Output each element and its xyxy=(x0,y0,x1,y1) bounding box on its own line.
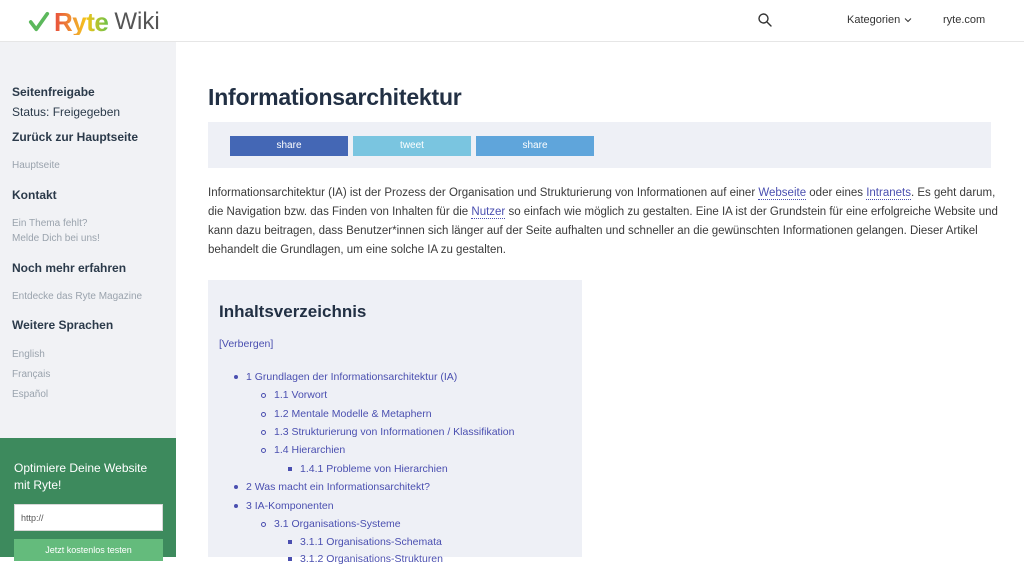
toc-item-label: 1.1 Vorwort xyxy=(274,389,328,401)
bullet-icon xyxy=(288,557,292,561)
toc-item[interactable] xyxy=(288,553,443,565)
toc-item[interactable] xyxy=(261,518,401,530)
sidebar-language-francais[interactable]: Français xyxy=(12,369,51,380)
sidebar-magazine-link[interactable]: Entdecke das Ryte Magazine xyxy=(12,291,143,302)
chevron-down-icon xyxy=(904,16,912,24)
intro-text-3: . Es geht darum, die Navigation bzw. das Finden von Inhalten für die xyxy=(208,187,996,218)
toc-item[interactable] xyxy=(261,426,514,438)
bullet-icon xyxy=(261,412,266,417)
facebook-share-button[interactable]: share xyxy=(230,136,348,156)
toc-item[interactable] xyxy=(234,500,334,512)
toc-item[interactable] xyxy=(261,389,327,401)
toc-hide-toggle[interactable]: [Verbergen] xyxy=(219,338,274,350)
sidebar-hauptseite-link[interactable]: Hauptseite xyxy=(12,160,60,171)
toc-item[interactable] xyxy=(234,481,430,493)
toc-title: Inhaltsverzeichnis xyxy=(219,302,367,321)
toc-item[interactable] xyxy=(261,408,432,420)
toc-item-label: 2 Was macht ein Informationsarchitekt? xyxy=(246,481,431,493)
bullet-icon xyxy=(234,504,238,508)
toc-item-label: 1.3 Strukturierung von Informationen / Klassifikation xyxy=(274,426,515,438)
toc-item-label: 1.4 Hierarchien xyxy=(274,444,346,456)
sidebar-status-text: Status: Freigegeben xyxy=(12,105,121,119)
sidebar-kontakt-heading: Kontakt xyxy=(12,188,57,202)
toc-item[interactable] xyxy=(288,536,442,548)
checkmark-logo-icon xyxy=(28,11,50,33)
intro-text-4: so einfach wie möglich zu gestalten. Eine IA ist der Grundstein für eine erfolgreiche Website und kann dazu beitragen, dass Benutzer*innen sich länger auf der Seite aufhalten und schneller an die gewünschten Informationen gelangen. Dieser Artikel behandelt die Grundlagen, um eine solche IA zu gestalten. xyxy=(208,206,998,256)
bullet-icon xyxy=(288,467,292,471)
bullet-icon xyxy=(234,485,238,489)
toc-item-label: 1.2 Mentale Modelle & Metaphern xyxy=(274,408,432,420)
nav-ryte-link[interactable]: ryte.com xyxy=(943,14,986,26)
toc-item[interactable] xyxy=(261,444,345,456)
link-webseite[interactable]: Webseite xyxy=(758,187,807,199)
toc-item-label: 1 Grundlagen der Informationsarchitektur (IA) xyxy=(246,371,458,383)
nav-kategorien-label: Kategorien xyxy=(847,14,901,26)
toc-item[interactable] xyxy=(234,371,457,383)
sidebar-thema-fehlt-link[interactable]: Ein Thema fehlt? xyxy=(12,218,88,229)
bullet-icon xyxy=(261,522,266,527)
nav-kategorien-dropdown[interactable] xyxy=(847,14,912,26)
bullet-icon xyxy=(234,375,238,379)
page-title: Informationsarchitektur xyxy=(208,84,462,110)
search-icon[interactable] xyxy=(757,12,773,28)
logo-wiki-text: Wiki xyxy=(114,8,160,35)
sidebar-language-english[interactable]: English xyxy=(12,349,45,360)
intro-text-2: oder eines xyxy=(806,187,867,199)
intro-text-1: Informationsarchitektur (IA) ist der Prozess der Organisation und Strukturierung von Informationen auf einer xyxy=(208,187,759,199)
toc-item-label: 3.1 Organisations-Systeme xyxy=(274,518,401,530)
toc-item-label: 1.4.1 Probleme von Hierarchien xyxy=(300,463,448,475)
twitter-tweet-button[interactable]: tweet xyxy=(353,136,471,156)
bullet-icon xyxy=(261,448,266,453)
intro-paragraph xyxy=(208,184,998,260)
link-intranets[interactable]: Intranets xyxy=(866,187,911,199)
share-bar xyxy=(208,122,991,168)
top-header xyxy=(0,0,1024,42)
toc-item-label: 3 IA-Komponenten xyxy=(246,500,334,512)
promo-url-input[interactable] xyxy=(14,504,163,531)
promo-title: Optimiere Deine Website mit Ryte! xyxy=(14,461,148,492)
toc-item[interactable] xyxy=(288,463,448,475)
toc-item-label: 3.1.2 Organisations-Strukturen xyxy=(300,553,443,565)
toc-item-label: 3.1.1 Organisations-Schemata xyxy=(300,536,442,548)
bullet-icon xyxy=(288,540,292,544)
link-nutzer[interactable]: Nutzer xyxy=(471,206,506,218)
promo-test-button[interactable]: Jetzt kostenlos testen xyxy=(14,539,163,561)
sidebar-back-to-main[interactable]: Zurück zur Hauptseite xyxy=(12,130,139,144)
ryte-wiki-logo[interactable] xyxy=(28,8,160,36)
linkedin-share-button[interactable]: share xyxy=(476,136,594,156)
bullet-icon xyxy=(261,430,266,435)
table-of-contents xyxy=(208,280,582,565)
sidebar-language-espanol[interactable]: Español xyxy=(12,389,49,400)
sidebar-sprachen-heading: Weitere Sprachen xyxy=(12,318,114,332)
sidebar-melde-dich-link[interactable]: Melde Dich bei uns! xyxy=(12,233,100,244)
logo-brand-text: Ryte xyxy=(54,7,109,37)
sidebar-mehr-erfahren-heading: Noch mehr erfahren xyxy=(12,261,127,275)
promo-box xyxy=(0,438,176,557)
sidebar-seitenfreigabe-heading: Seitenfreigabe xyxy=(12,85,95,99)
bullet-icon xyxy=(261,393,266,398)
